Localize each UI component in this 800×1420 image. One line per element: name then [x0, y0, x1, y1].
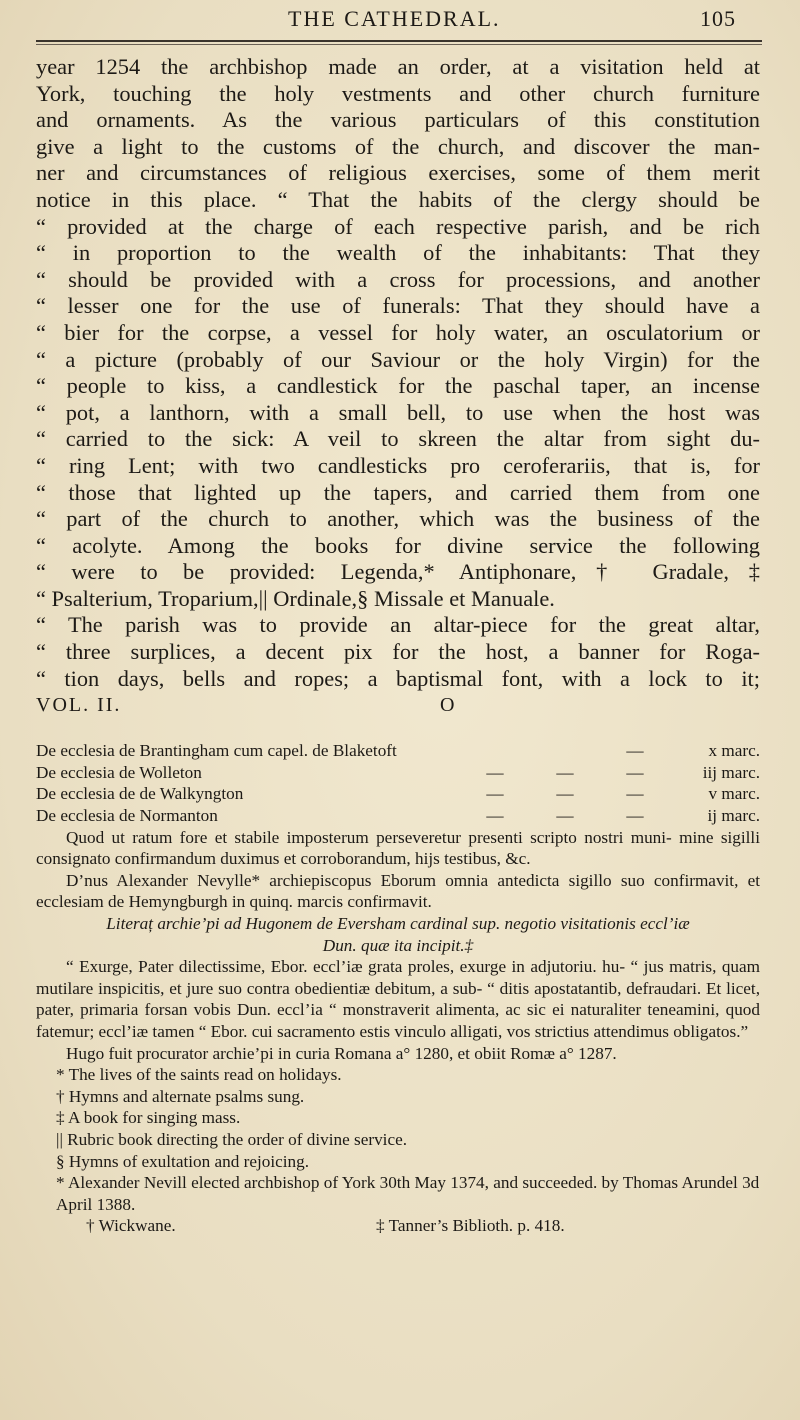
body-line: “ pot, a lanthorn, with a small bell, to use when the host was: [36, 399, 760, 425]
main-body-text: [36, 54, 760, 692]
body-line: “ The parish was to provide an altar-piece for the great altar,: [36, 612, 760, 638]
body-line: give a light to the customs of the church, and discover the man-: [36, 133, 760, 159]
ditto-mark: [530, 740, 600, 762]
body-line: ner and circumstances of religious exercises, some of them merit: [36, 160, 760, 186]
latin-paragraph-exurge: “ Exurge, Pater dilectissime, Ebor. eccl’iæ grata proles, exurge in adjutoriu. hu- “ jus matris, quam mutilare inspicitis, et jure suo contra obedientiæ debitum, a sub- “ ditis apostatantib, defraudari. Et licet, pater, primaria forsan vobis Dun. eccl’ia “ monstraverit alimenta, ac sic ei naturaliter teneamini, quod fatemur; eccl’iæ tamen “ Ebor. cui sacramento estis vinculo alligati, vos strictius attendimus obligatos.”: [36, 957, 760, 1041]
latin-extract: [36, 740, 760, 1064]
marc-value: ij marc.: [707, 806, 760, 826]
church-name: De ecclesia de de Walkyngton: [36, 784, 244, 804]
ditto-mark: —: [626, 762, 644, 782]
church-name: De ecclesia de Wolleton: [36, 762, 202, 782]
body-line: “ those that lighted up the tapers, and carried them from one: [36, 479, 760, 505]
body-line: York, touching the holy vestments and other church furniture: [36, 80, 760, 106]
ditto-mark: —: [626, 741, 644, 761]
latin-paragraph-dnus: D’nus Alexander Nevylle* archiepiscopus Eborum omnia antedicta sigillo suo confirmavit, et ecclesiam de Hemyngburgh in quinq. marcis confirmavit.: [36, 870, 760, 912]
church-valuation-table: [36, 740, 760, 826]
table-row: [36, 805, 760, 827]
footnote-tanner: ‡ Tanner’s Biblioth. p. 418.: [376, 1216, 565, 1236]
footnote-wickwane: † Wickwane.: [86, 1216, 176, 1236]
ditto-mark: —: [626, 784, 644, 804]
ditto-mark: [460, 740, 530, 762]
body-line: “ ring Lent; with two candlesticks pro ceroferariis, that is, for: [36, 452, 760, 478]
table-row: [36, 783, 760, 805]
body-line: notice in this place. “ That the habits of the clergy should be: [36, 186, 760, 212]
body-line: “ were to be provided: Legenda,* Antiphonare,† Gradale,‡: [36, 559, 760, 585]
letter-title-continued: Dun. quæ ita incipit.‡: [322, 935, 474, 955]
footnote: § Hymns of exultation and rejoicing.: [56, 1151, 309, 1171]
body-line: “ three surplices, a decent pix for the host, a banner for Roga-: [36, 639, 760, 665]
marc-value: x marc.: [708, 741, 760, 761]
body-line: and ornaments. As the various particulars of this constitution: [36, 107, 760, 133]
footnote: || Rubric book directing the order of divine service.: [56, 1129, 408, 1149]
volume-signature-line: [36, 694, 760, 724]
ditto-mark: —: [486, 806, 504, 826]
footnote: † Hymns and alternate psalms sung.: [56, 1086, 305, 1106]
church-name: De ecclesia de Brantingham cum capel. de Blaketoft: [36, 741, 397, 761]
latin-paragraph-hugo: Hugo fuit procurator archie’pi in curia Romana a° 1280, et obiit Romæ a° 1287.: [66, 1043, 617, 1063]
header-rule: [36, 40, 762, 42]
footnote: * Alexander Nevill elected archbishop of York 30th May 1374, and succeeded. by Thomas Arundel 3d April 1388.: [56, 1173, 760, 1214]
body-line: “ should be provided with a cross for processions, and another: [36, 266, 760, 292]
footnotes: [36, 1064, 760, 1237]
ditto-mark: —: [626, 806, 644, 826]
body-line: “ a picture (probably of our Saviour or the holy Virgin) for the: [36, 346, 760, 372]
ditto-mark: —: [486, 784, 504, 804]
table-row: [36, 762, 760, 784]
page-content: [36, 54, 760, 1237]
ditto-mark: —: [486, 762, 504, 782]
marc-value: iij marc.: [702, 762, 760, 782]
footnote-pair: [36, 1215, 760, 1237]
body-line: “ in proportion to the wealth of the inhabitants: That they: [36, 240, 760, 266]
ditto-mark: —: [556, 784, 574, 804]
body-line: “ carried to the sick: A veil to skreen the altar from sight du-: [36, 426, 760, 452]
marc-value: v marc.: [708, 784, 760, 804]
body-line: “ people to kiss, a candlestick for the paschal taper, an incense: [36, 373, 760, 399]
body-line: “ Psalterium, Troparium,|| Ordinale,§ Missale et Manuale.: [36, 585, 555, 611]
church-name: De ecclesia de Normanton: [36, 806, 218, 826]
body-line: “ bier for the corpse, a vessel for holy water, an osculatorium or: [36, 319, 760, 345]
page-number: 105: [700, 6, 736, 31]
letter-title: Literaț archie’pi ad Hugonem de Eversham cardinal sup. negotio visitationis eccl’iæ: [106, 914, 690, 933]
header-rule-thin: [36, 44, 762, 45]
ditto-mark: —: [556, 806, 574, 826]
ditto-mark: —: [556, 762, 574, 782]
page-header: [60, 2, 760, 36]
footnote: * The lives of the saints read on holidays.: [56, 1065, 342, 1085]
volume-label: VOL. II.: [36, 694, 122, 717]
body-line: “ lesser one for the use of funerals: That they should have a: [36, 293, 760, 319]
latin-paragraph-quod: Quod ut ratum fore et stabile imposterum perseveretur presenti scripto nostri muni- mine sigilli consignato confirmandum duximus et corroborandum, hijs testibus, &c.: [36, 827, 760, 869]
body-line: “ part of the church to another, which was the business of the: [36, 506, 760, 532]
body-line: “ acolyte. Among the books for divine service the following: [36, 532, 760, 558]
running-head: THE CATHEDRAL.: [288, 6, 501, 31]
body-line: year 1254 the archbishop made an order, at a visitation held at: [36, 54, 760, 79]
table-row: [36, 740, 760, 762]
printer-signature: O: [440, 694, 457, 717]
body-line: “ provided at the charge of each respective parish, and be rich: [36, 213, 760, 239]
body-line: “ tion days, bells and ropes; a baptismal font, with a lock to it;: [36, 665, 760, 691]
footnote: ‡ A book for singing mass.: [56, 1108, 241, 1128]
